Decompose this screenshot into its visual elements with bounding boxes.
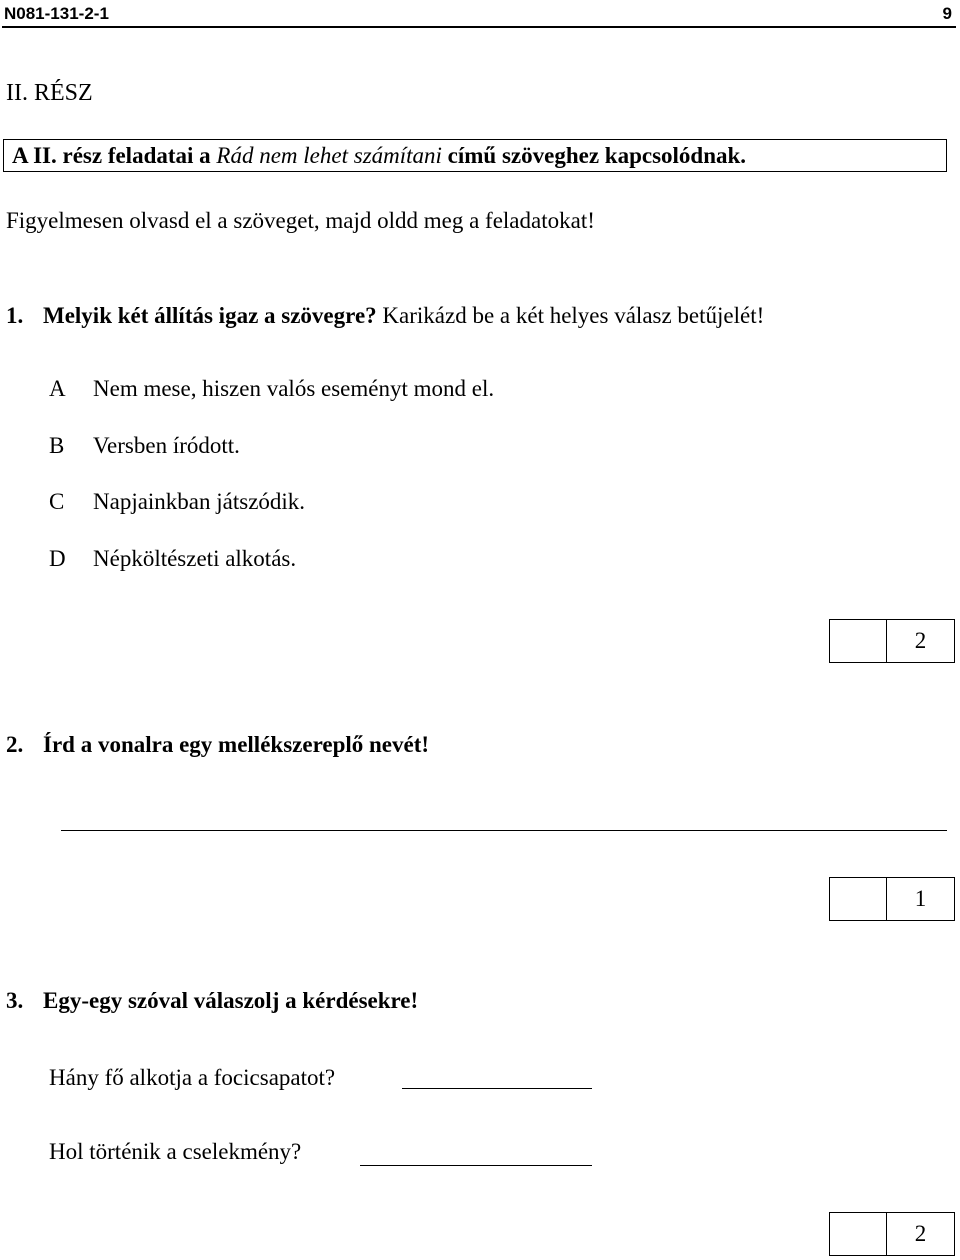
option-c-letter[interactable]: C — [49, 489, 65, 514]
option-a-text: Nem mese, hiszen valós eseményt mond el. — [93, 376, 495, 401]
option-a-letter[interactable]: A — [49, 376, 66, 401]
option-c[interactable] — [0, 487, 700, 517]
question-2-number: 2. — [6, 732, 24, 757]
score-entry-field-q1[interactable] — [830, 620, 887, 662]
option-d-letter[interactable]: D — [49, 546, 66, 571]
answer-line-q2[interactable] — [61, 808, 947, 831]
question-2 — [6, 730, 429, 760]
question-3-number: 3. — [6, 988, 24, 1013]
max-points-q2: 1 — [914, 886, 927, 911]
instruction-text: Figyelmesen olvasd el a szöveget, majd oldd meg a feladatokat! — [6, 208, 595, 233]
section-intro-title: Rád nem lehet számítani — [216, 143, 442, 168]
score-box-q3 — [829, 1212, 955, 1256]
page-header — [2, 2, 956, 28]
score-box-q1 — [829, 619, 955, 663]
option-b-text: Versben íródott. — [93, 433, 240, 458]
option-b-letter[interactable]: B — [49, 433, 65, 458]
section-intro-suffix: című szöveghez kapcsolódnak. — [441, 143, 747, 168]
question-1-prompt-bold: Melyik két állítás igaz a szövegre? — [43, 303, 377, 328]
question-1 — [6, 301, 764, 331]
question-3 — [6, 986, 418, 1016]
question-3-sub2: Hol történik a cselekmény? — [49, 1139, 302, 1164]
score-entry-field-q3[interactable] — [830, 1213, 887, 1255]
option-c-text: Napjainkban játszódik. — [93, 489, 306, 514]
section-intro-prefix: A II. rész feladatai a — [12, 143, 217, 168]
document-code: N081-131-2-1 — [4, 4, 109, 23]
option-d[interactable] — [0, 544, 700, 574]
max-points-q3: 2 — [914, 1221, 927, 1246]
part-title: II. RÉSZ — [6, 80, 93, 106]
question-3-prompt: Egy-egy szóval válaszolj a kérdésekre! — [43, 988, 419, 1013]
answer-line-q3-sub1[interactable] — [402, 1066, 592, 1089]
score-box-q2 — [829, 877, 955, 921]
option-d-text: Népköltészeti alkotás. — [93, 546, 297, 571]
section-intro-box — [3, 139, 947, 172]
max-points-q1: 2 — [914, 628, 927, 653]
page-number: 9 — [942, 4, 952, 23]
question-1-prompt-rest: Karikázd be a két helyes válasz betűjelét! — [376, 303, 765, 328]
answer-line-q3-sub2[interactable] — [360, 1143, 592, 1166]
score-entry-field-q2[interactable] — [830, 878, 887, 920]
question-3-sub1: Hány fő alkotja a focicsapatot? — [49, 1065, 336, 1090]
option-b[interactable] — [0, 431, 700, 461]
question-2-prompt: Írd a vonalra egy mellékszereplő nevét! — [43, 732, 430, 757]
option-a[interactable] — [0, 374, 700, 404]
question-1-number: 1. — [6, 303, 24, 328]
